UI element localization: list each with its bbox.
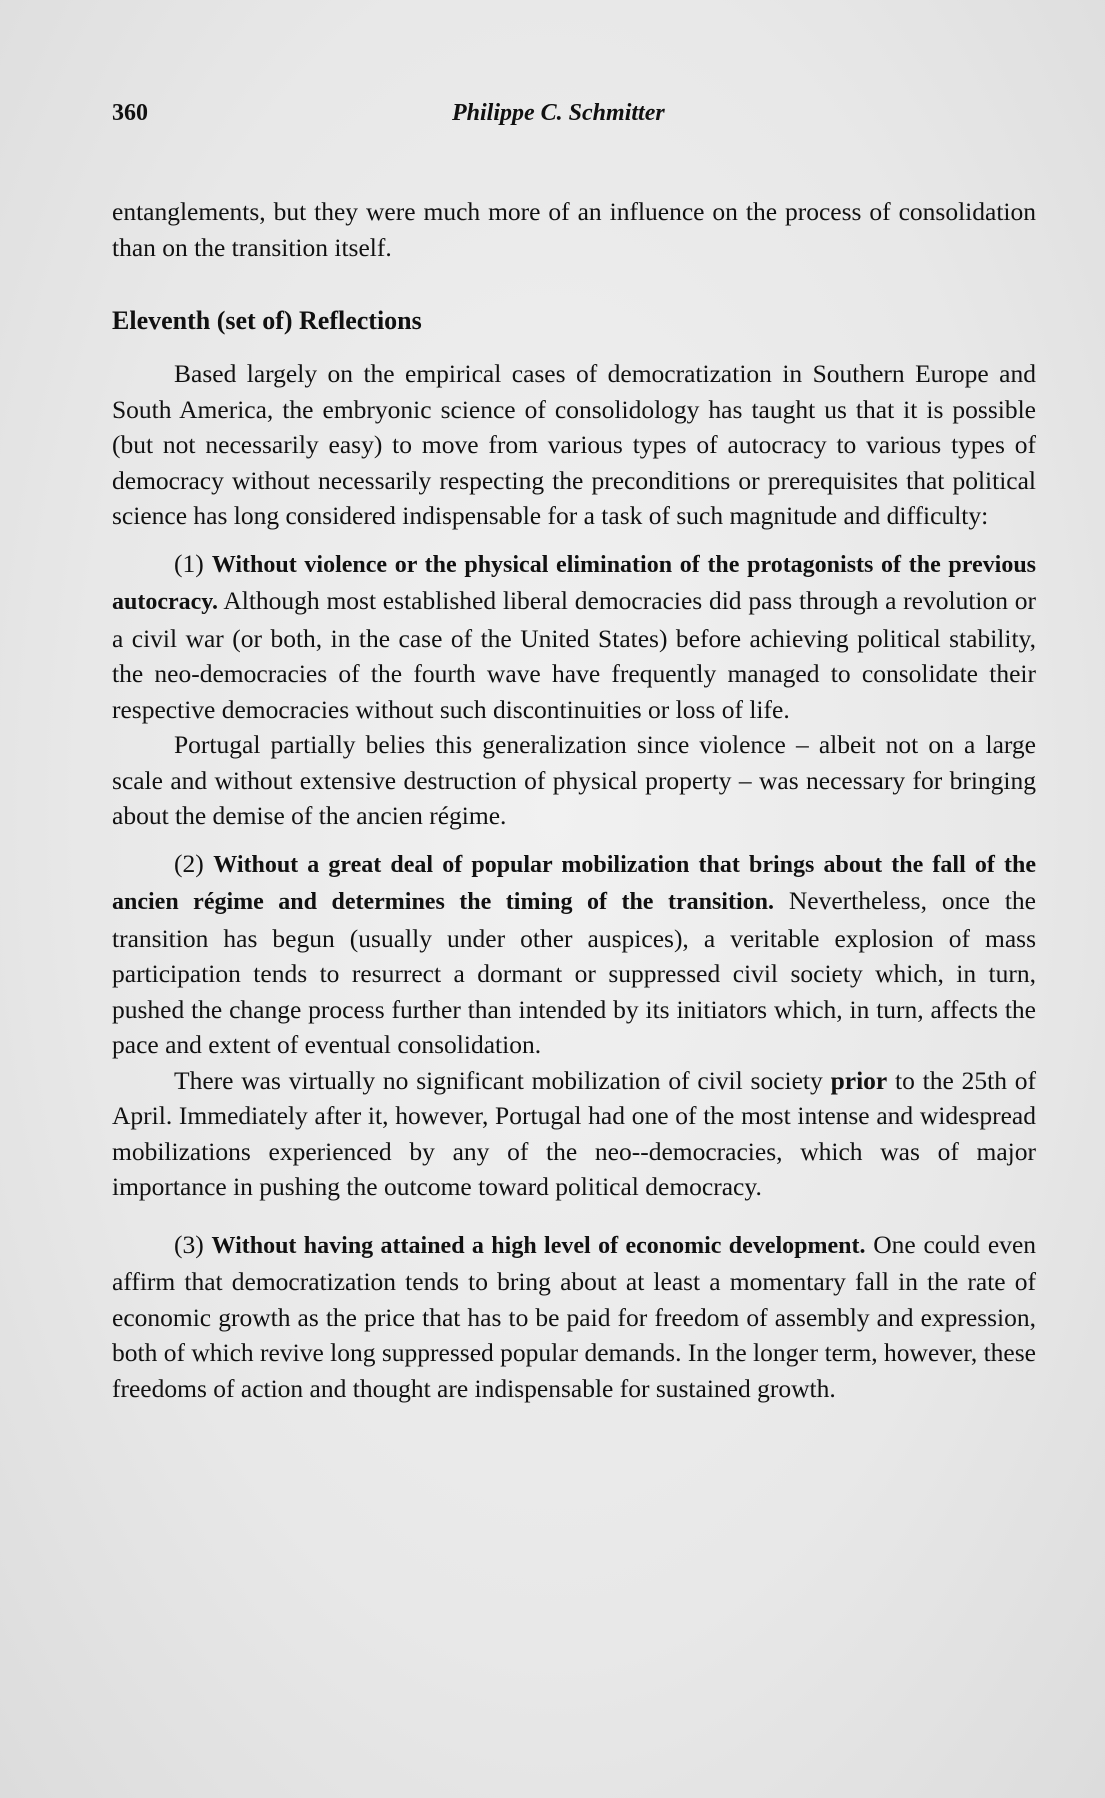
item-3-lead: Without having attained a high level of economic development.	[211, 1232, 866, 1259]
item-2-comment-text-b: to the 25th of April. Immediately after it, however, Portugal had one of the most intense and widespread mobilizations experienced by any of the neo--democracies, which was of major importance in pushing the outcome toward political democracy.	[112, 1065, 1037, 1201]
section-title: Eleventh (set of) Reflections	[112, 306, 422, 335]
page-header	[112, 100, 1036, 140]
item-1-text: Although most established liberal democracies did pass through a revolution or a civil war (or both, in the case of the United States) before achieving political stability, the neo-democracies of the fourth wave have frequently managed to consolidate their respective democracies without such discontinuities or loss of life.	[112, 586, 1036, 724]
item-3-number: (3)	[174, 1229, 204, 1259]
item-2-comment-text-a: There was virtually no significant mobilization of civil society	[174, 1065, 823, 1095]
page-body	[112, 194, 1036, 1406]
item-2-comment-emphasis: prior	[830, 1065, 888, 1095]
item-3-paragraph	[112, 1227, 1036, 1407]
intro-paragraph: Based largely on the empirical cases of democratization in Southern Europe and South America, the embryonic science of consolidology has taught us that it is possible (but not necessarily easy) to move from various types of autocracy to various types of democracy without necessarily respecting the preconditions or prerequisites that political science has long considered indispensable for a task of such magnitude and difficulty:	[112, 359, 1036, 530]
page-number: 360	[112, 100, 148, 126]
item-2-number: (2)	[174, 848, 204, 878]
item-2-paragraph	[112, 846, 1036, 1063]
item-1-comment-text: Portugal partially belies this generalization since violence – albeit not on a large scale and without extensive destruction of physical property – was necessary for bringing about the demise of the ancien régime.	[112, 730, 1036, 830]
running-head-author: Philippe C. Schmitter	[452, 100, 665, 126]
item-1-comment	[112, 727, 1036, 834]
item-3-text: One could even affirm that democratization tends to bring about at least a momentary fall in the rate of economic growth as the price that has to be paid for freedom of assembly and expression, both of which revive long suppressed popular demands. In the longer term, however, these freedoms of action and thought are indispensable for sustained growth.	[112, 1229, 1037, 1403]
item-2-comment	[112, 1063, 1036, 1205]
item-1-number: (1)	[174, 548, 204, 578]
continuation-paragraph: entanglements, but they were much more of an influence on the process of consolidation than on the transition itself.	[112, 197, 1036, 262]
item-1-paragraph	[112, 546, 1036, 728]
item-2-lead: Without a great deal of popular mobilization that brings about the fall of the ancien régime and determines the timing of the transition.	[112, 851, 1036, 915]
item-2-text: Nevertheless, once the transition has begun (usually under other auspices), a veritable explosion of mass participation tends to resurrect a dormant or suppressed civil society which, in turn, pushed the change process further than intended by its initiators which, in turn, affects the pace and extent of eventual consolidation.	[112, 886, 1036, 1059]
item-1-lead: Without violence or the physical elimination of the protagonists of the previous autocracy.	[112, 551, 1036, 615]
